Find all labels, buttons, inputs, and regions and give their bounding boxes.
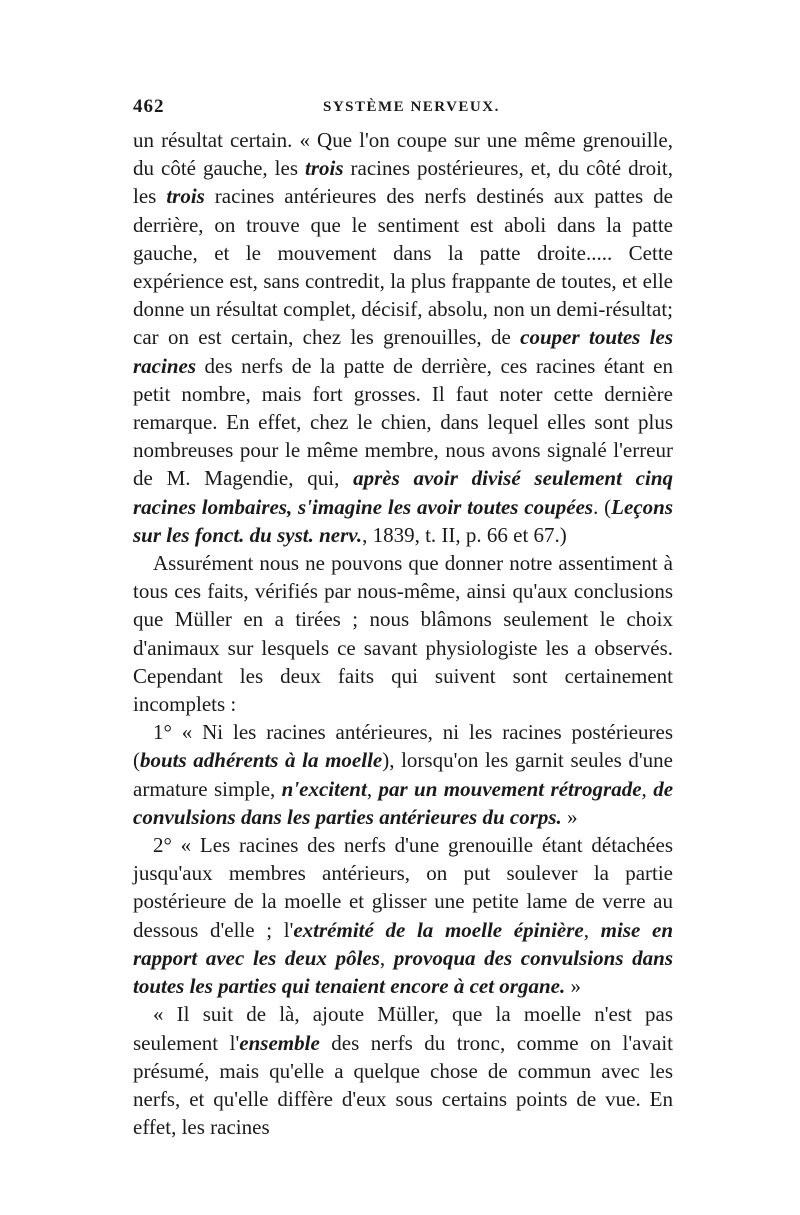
text-run: 1° « Ni les racines antérieures, ni les racines postérieures ( [133,720,673,773]
text-run: , 1839, t. II, p. 66 et 67.) [362,522,567,547]
text-run: . ( [593,494,612,519]
paragraph [133,1000,673,1141]
text-run: ), lorsqu'on les garnit seules d'une armature simple, [133,748,673,801]
paragraph [133,126,673,549]
italic-text: couper toutes les racines [133,325,673,378]
text-run: des nerfs de la patte de derrière, ces racines étant en petit nombre, mais fort grosses. Il faut noter cette dernière remarque. En effet, chez le chien, dans lequel elles sont plus nombreuses pour le même membre, nous avons signalé l'erreur de M. Magendie, qui, [133,353,673,491]
text-run: « Il suit de là, ajoute Müller, que la moelle n'est pas seulement l' [133,1002,673,1055]
italic-text: extrémité de la moelle épinière [293,917,584,942]
italic-text: provoqua des convulsions dans toutes les parties qui tenaient encore à cet organe. [133,945,674,999]
page [133,96,673,1141]
italic-text: Leçons sur les fonct. du syst. nerv. [133,494,673,547]
italic-text: par un mouvement rétrograde [378,776,642,801]
body-text [133,126,673,1141]
running-header [133,96,673,126]
text-run: un résultat certain. « Que l'on coupe sur une même grenouille, du côté gauche, les [133,128,673,181]
paragraph [133,549,673,718]
text-run: Assurément nous ne pouvons que donner notre assentiment à tous ces faits, vérifiés par nous-même, ainsi qu'aux conclusions que Müller en a tirées ; nous blâmons seulement le choix d'animaux sur lesquels ce savant physiologiste les a observés. Cependant les deux faits qui suivent sont certainement incomplets : [133,551,673,717]
italic-text: trois [305,156,344,181]
italic-text: ensemble [239,1030,320,1055]
italic-text: après avoir divisé seulement cinq racines lombaires, s'imagine les avoir toutes coupées [133,466,674,519]
italic-text: bouts adhérents à la moelle [140,748,383,773]
text-run: , [366,776,379,801]
text-run: » [565,974,581,999]
italic-text: trois [166,184,205,209]
italic-text: n'excitent [281,776,367,801]
italic-text: de convulsions dans les parties antérieures du corps. [133,776,674,829]
running-title: SYSTÈME NERVEUX. [323,99,500,115]
text-run: , [379,945,394,970]
paragraph [133,831,673,1000]
text-run: » [561,804,578,829]
text-run: racines postérieures, et, du côté droit, les [133,156,673,209]
italic-text: mise en rapport avec les deux pôles [133,917,673,970]
text-run: racines antérieures des nerfs destinés aux pattes de derrière, on trouve que le sentiment est aboli dans la patte gauche, et le mouvement dans la patte droite..... Cette expérience est, sans contredit, la plus frappante de toutes, et elle donne un résultat complet, décisif, absolu, non un demi-résultat; car on est certain, chez les grenouilles, de [133,184,674,350]
text-run: 2° « Les racines des nerfs d'une grenouille étant détachées jusqu'aux membres antérieurs, on put soulever la partie postérieure de la moelle et glisser une petite lame de verre au dessous d'elle ; l' [133,833,673,942]
text-run: des nerfs du tronc, comme on l'avait présumé, mais qu'elle a quelque chose de commun avec les nerfs, et qu'elle diffère d'eux sous certains points de vue. En effet, les racines [133,1030,673,1140]
paragraph [133,718,673,831]
text-run: , [641,776,654,801]
page-number: 462 [133,96,165,117]
text-run: , [583,917,601,942]
